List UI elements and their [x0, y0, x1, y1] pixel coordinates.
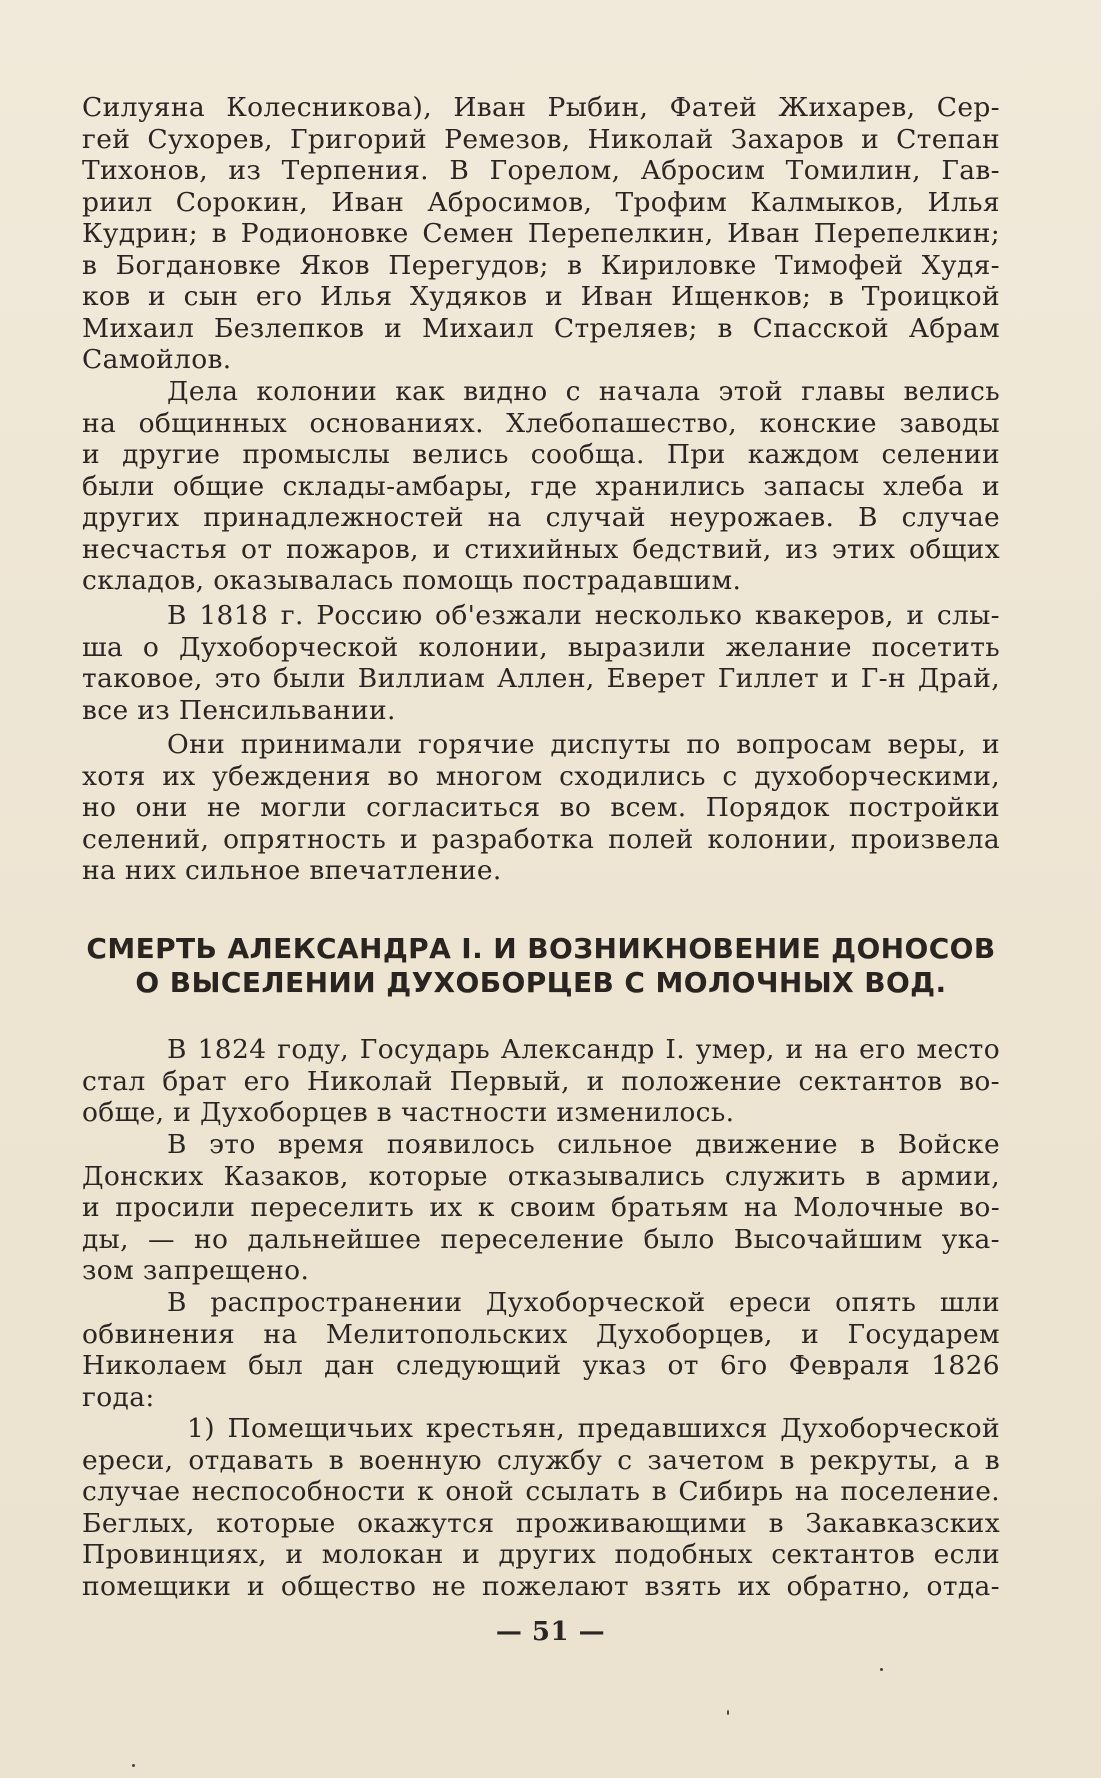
paper-speck: [727, 1710, 729, 1715]
paragraph-disputes: [82, 729, 1000, 887]
text-line: Тихонов, из Терпения. В Горелом, Абросим Томилин, Гав-: [82, 155, 1000, 186]
text-line: на них сильное впечатление.: [82, 855, 502, 886]
text-line: складов, оказывалась помощь пострадавшим.: [82, 565, 742, 596]
text-line: Донских Казаков, которые отказывались служить в армии,: [82, 1160, 1000, 1192]
text-line: 1) Помещичьих крестьян, предавшихся Духоборческой: [187, 1413, 1000, 1444]
text-line: все из Пенсильвании.: [82, 694, 396, 726]
text-line: Дела колонии как видно с начала этой главы велись: [167, 376, 1000, 407]
text-line: Провинциях, и молокан и других подобных сектантов если: [82, 1539, 1000, 1570]
text-line: ды, — но дальнейшее переселение было Высочайшим ука-: [82, 1223, 1000, 1255]
text-line: селений, опрятность и разработка полей колонии, произвела: [82, 823, 1000, 855]
text-line: Силуяна Колесникова), Иван Рыбин, Фатей Жихарев, Сер-: [82, 92, 1000, 123]
text-line: ша о Духоборческой колонии, выразили желание посетить: [82, 631, 1000, 663]
text-line: но они не могли согласиться во всем. Порядок постройки: [82, 792, 1000, 823]
text-line: случае неспособности к оной ссылать в Сибирь на поселение.: [82, 1476, 1000, 1507]
text-line: ереси, отдавать в военную службу с зачетом в рекруты, а в: [82, 1444, 1000, 1476]
text-line: риил Сорокин, Иван Абросимов, Трофим Калмыков, Илья: [82, 186, 1000, 218]
text-line: зом запрещено.: [82, 1255, 310, 1286]
text-line: других принадлежностей на случай неурожаев. В случае: [82, 502, 1000, 533]
section-heading: [82, 932, 1000, 1000]
text-line: Они принимали горячие диспуты по вопросам веры, и: [167, 729, 1000, 760]
text-line: В 1818 г. Россию об'езжали несколько квакеров, и слы-: [167, 600, 1000, 631]
text-line: В распространении Духоборческой ереси опять шли: [167, 1287, 1000, 1318]
paragraph-communal-affairs: [82, 376, 1000, 597]
text-line: Беглых, которые окажутся проживающими в Закавказских: [82, 1507, 1000, 1539]
paragraph-names-continued: [82, 92, 1000, 376]
text-line: помещики и общество не пожелают взять их обратно, отда-: [82, 1570, 1000, 1602]
text-line: ков и сын его Илья Худяков и Иван Ищенков; в Троицкой: [82, 281, 1000, 312]
text-line: в Богдановке Яков Перегудов; в Кириловке Тимофей Худя-: [82, 249, 1000, 281]
paper-speck: [132, 1764, 135, 1767]
text-line: и просили переселить их к своим братьям на Молочные во-: [82, 1192, 1000, 1223]
text-line: и другие промыслы велись сообща. При каждом селении: [82, 439, 1000, 470]
text-line: Николаем был дан следующий указ от 6го Февраля 1826: [82, 1350, 1000, 1381]
text-line: таковое, это были Виллиам Аллен, Еверет Гиллет и Г-н Драй,: [82, 663, 1000, 694]
paragraph-don-cossacks: [82, 1129, 1000, 1287]
text-line: Кудрин; в Родионовке Семен Перепелкин, Иван Перепелкин;: [82, 218, 1000, 249]
page-number: — 51 —: [495, 1617, 606, 1647]
text-line: В это время появилось сильное движение в Войске: [167, 1129, 1000, 1160]
text-line: несчастья от пожаров, и стихийных бедствий, из этих общих: [82, 533, 1000, 565]
text-line: были общие склады-амбары, где хранились запасы хлеба и: [82, 470, 1000, 502]
text-line: стал брат его Николай Первый, и положение сектантов во-: [82, 1065, 1000, 1097]
heading-line: СМЕРТЬ АЛЕКСАНДРА I. И ВОЗНИКНОВЕНИЕ ДОНОСОВ: [86, 932, 996, 965]
text-line: обвинения на Мелитопольских Духоборцев, и Государем: [82, 1318, 1000, 1350]
text-line: хотя их убеждения во многом сходились с духоборческими,: [82, 760, 1000, 792]
paragraph-decree-item-1: [82, 1413, 1000, 1602]
paragraph-death-of-alexander: [82, 1034, 1000, 1129]
heading-line: О ВЫСЕЛЕНИИ ДУХОБОРЦЕВ С МОЛОЧНЫХ ВОД.: [135, 966, 947, 999]
text-line: Михаил Безлепков и Михаил Стреляев; в Спасской Абрам: [82, 312, 1000, 344]
text-line: Самойлов.: [82, 344, 232, 375]
text-line: обще, и Духоборцев в частности изменилось.: [82, 1097, 735, 1128]
paragraph-decree-intro: [82, 1287, 1000, 1413]
text-line: гей Сухорев, Григорий Ремезов, Николай Захаров и Степан: [82, 123, 1000, 155]
paragraph-quakers-visit: [82, 600, 1000, 726]
text-line: на общинных основаниях. Хлебопашество, конские заводы: [82, 407, 1000, 439]
text-line: года:: [82, 1381, 155, 1413]
text-line: В 1824 году, Государь Александр I. умер, и на его место: [167, 1034, 1000, 1065]
paper-speck: [880, 1668, 883, 1671]
